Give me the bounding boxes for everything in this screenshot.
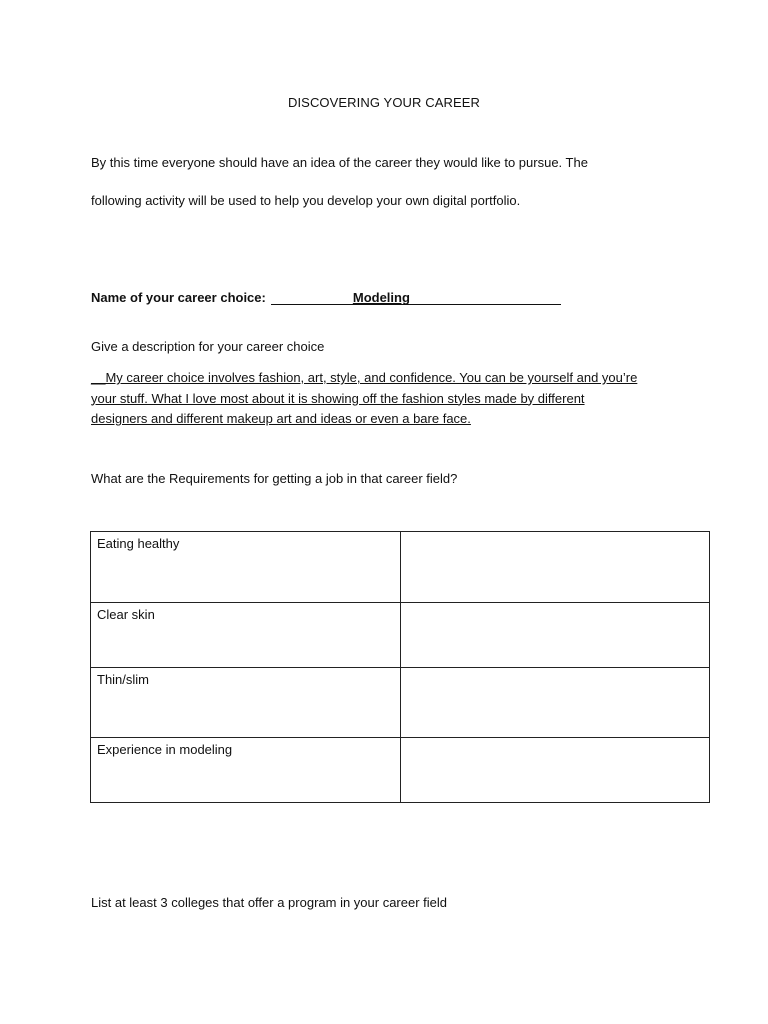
requirement-cell: Clear skin	[91, 603, 401, 668]
description-answer	[91, 368, 691, 430]
requirements-prompt: What are the Requirements for getting a job in that career field?	[91, 471, 458, 486]
intro-line-1: By this time everyone should have an idea of the career they would like to pursue. The	[91, 155, 588, 170]
description-prompt: Give a description for your career choice	[91, 339, 325, 354]
description-line-3: designers and different makeup art and ideas or even a bare face.	[91, 411, 471, 426]
table-row	[91, 738, 710, 803]
description-line-2: your stuff. What I love most about it is showing off the fashion styles made by different	[91, 390, 585, 406]
requirements-table	[90, 531, 710, 803]
colleges-prompt: List at least 3 colleges that offer a program in your career field	[91, 895, 448, 910]
requirement-notes-cell	[401, 738, 710, 803]
description-line-1: __My career choice involves fashion, art, style, and confidence. You can be yourself and you’re	[91, 370, 638, 385]
requirement-notes-cell	[401, 532, 710, 603]
career-choice-line	[91, 290, 561, 305]
intro-line-2: following activity will be used to help you develop your own digital portfolio.	[91, 193, 521, 208]
career-choice-value: Modeling	[352, 290, 410, 305]
requirement-cell: Experience in modeling	[91, 738, 401, 803]
requirement-notes-cell	[401, 668, 710, 738]
career-choice-blank	[271, 290, 561, 305]
table-row	[91, 668, 710, 738]
page-title: DISCOVERING YOUR CAREER	[287, 95, 481, 110]
career-choice-label: Name of your career choice:	[91, 290, 266, 305]
requirement-cell: Eating healthy	[91, 532, 401, 603]
table-row	[91, 603, 710, 668]
table-row	[91, 532, 710, 603]
requirement-cell: Thin/slim	[91, 668, 401, 738]
requirement-notes-cell	[401, 603, 710, 668]
